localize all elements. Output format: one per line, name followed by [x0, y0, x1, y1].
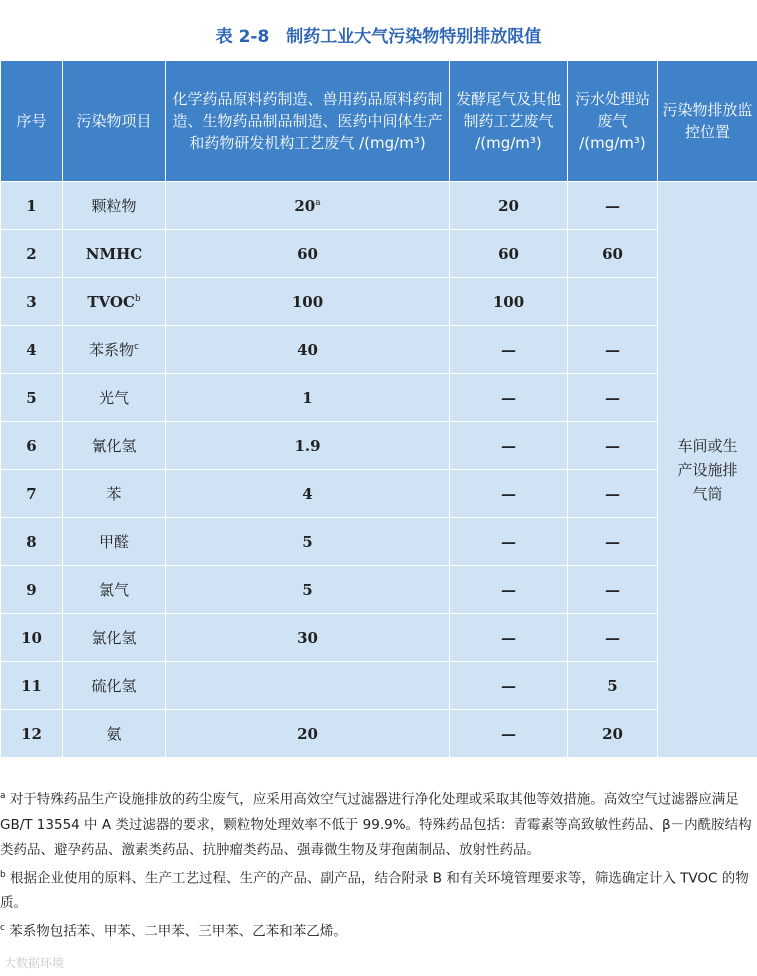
cell-limit-wastewater: —	[568, 470, 658, 518]
cell-limit-fermentation: —	[450, 518, 568, 566]
cell-limit-process: 5	[166, 518, 450, 566]
header-item: 污染物项目	[63, 61, 166, 182]
cell-limit-wastewater: —	[568, 422, 658, 470]
table-row	[1, 230, 757, 278]
cell-no: 5	[1, 374, 63, 422]
cell-limit-process	[166, 662, 450, 710]
header-col4: 污染物排放监控位置	[658, 61, 757, 182]
cell-limit-process: 20$^a$	[166, 182, 450, 230]
cell-item: 氯化氢	[63, 614, 166, 662]
cell-no: 12	[1, 710, 63, 758]
cell-limit-process: 60	[166, 230, 450, 278]
cell-limit-wastewater: 20	[568, 710, 658, 758]
cell-limit-wastewater	[568, 278, 658, 326]
cell-item: TVOC$^b$	[63, 278, 166, 326]
footnotes	[0, 784, 757, 945]
table-row	[1, 566, 757, 614]
header-col2: 发酵尾气及其他制药工艺废气 /(mg/m³)	[450, 61, 568, 182]
cell-no: 11	[1, 662, 63, 710]
table-row	[1, 710, 757, 758]
cell-limit-fermentation: —	[450, 614, 568, 662]
table-row	[1, 422, 757, 470]
cell-limit-process: 1	[166, 374, 450, 422]
cell-limit-fermentation: —	[450, 326, 568, 374]
header-no: 序号	[1, 61, 63, 182]
cell-item: 苯系物$^c$	[63, 326, 166, 374]
cell-no: 4	[1, 326, 63, 374]
footnote-c: $^c$ 苯系物包括苯、甲苯、二甲苯、三甲苯、乙苯和苯乙烯。	[0, 923, 347, 940]
table-row	[1, 518, 757, 566]
cell-item: 光气	[63, 374, 166, 422]
cell-limit-process: 100	[166, 278, 450, 326]
cell-limit-fermentation: 100	[450, 278, 568, 326]
cell-limit-fermentation: 20	[450, 182, 568, 230]
cell-limit-process: 5	[166, 566, 450, 614]
cell-no: 1	[1, 182, 63, 230]
cell-limit-process: 30	[166, 614, 450, 662]
table-row	[1, 374, 757, 422]
cell-limit-fermentation: 60	[450, 230, 568, 278]
cell-item: 苯	[63, 470, 166, 518]
watermark: 大数据环境	[4, 956, 65, 970]
cell-limit-fermentation: —	[450, 422, 568, 470]
cell-no: 8	[1, 518, 63, 566]
table-row	[1, 278, 757, 326]
emission-limits-table	[0, 60, 757, 758]
cell-item: 甲醛	[63, 518, 166, 566]
cell-limit-wastewater: —	[568, 614, 658, 662]
cell-limit-process: 4	[166, 470, 450, 518]
table-row	[1, 182, 757, 230]
header-col1: 化学药品原料药制造、兽用药品原料药制造、生物药品制品制造、医药中间体生产和药物研发机构工艺废气 /(mg/m³)	[166, 61, 450, 182]
cell-limit-fermentation: —	[450, 566, 568, 614]
cell-item: 氯气	[63, 566, 166, 614]
cell-item: 氰化氢	[63, 422, 166, 470]
cell-limit-wastewater: —	[568, 182, 658, 230]
cell-limit-fermentation: —	[450, 710, 568, 758]
cell-item: 硫化氢	[63, 662, 166, 710]
footnote-a: $^a$ 对于特殊药品生产设施排放的药尘废气，应采用高效空气过滤器进行净化处理或采取其他等效措施。高效空气过滤器应满足 GB/T 13554 中 A 类过滤器的要求，颗粒物处理效率不低于 99.9%。特殊药品包括：青霉素等高致敏性药品、β－内酰胺结构类药品、避孕药品、激素类药品、抗肿瘤类药品、强毒微生物及芽孢菌制品、放射性药品。	[0, 791, 752, 858]
cell-item: 颗粒物	[63, 182, 166, 230]
cell-limit-wastewater: —	[568, 374, 658, 422]
table-title: 表 2-8 制药工业大气污染物特别排放限值	[215, 27, 542, 47]
cell-limit-wastewater: 5	[568, 662, 658, 710]
cell-limit-process: 40	[166, 326, 450, 374]
cell-limit-wastewater: —	[568, 518, 658, 566]
cell-no: 7	[1, 470, 63, 518]
cell-item: 氨	[63, 710, 166, 758]
cell-no: 2	[1, 230, 63, 278]
cell-no: 9	[1, 566, 63, 614]
cell-no: 10	[1, 614, 63, 662]
table-row	[1, 662, 757, 710]
cell-limit-fermentation: —	[450, 374, 568, 422]
cell-limit-fermentation: —	[450, 470, 568, 518]
header-col3: 污水处理站废气 /(mg/m³)	[568, 61, 658, 182]
header-row	[1, 61, 757, 182]
cell-item: NMHC	[63, 230, 166, 278]
cell-limit-fermentation: —	[450, 662, 568, 710]
table-row	[1, 470, 757, 518]
footnote-b: $^b$ 根据企业使用的原料、生产工艺过程、生产的产品、副产品，结合附录 B 和有关环境管理要求等，筛选确定计入 TVOC 的物质。	[0, 869, 749, 911]
table-row	[1, 614, 757, 662]
cell-monitoring-location: 车间或生产设施排气筒	[658, 182, 757, 758]
cell-limit-process: 20	[166, 710, 450, 758]
cell-limit-wastewater: 60	[568, 230, 658, 278]
cell-limit-process: 1.9	[166, 422, 450, 470]
cell-limit-wastewater: —	[568, 566, 658, 614]
cell-no: 6	[1, 422, 63, 470]
table-row	[1, 326, 757, 374]
cell-no: 3	[1, 278, 63, 326]
cell-limit-wastewater: —	[568, 326, 658, 374]
